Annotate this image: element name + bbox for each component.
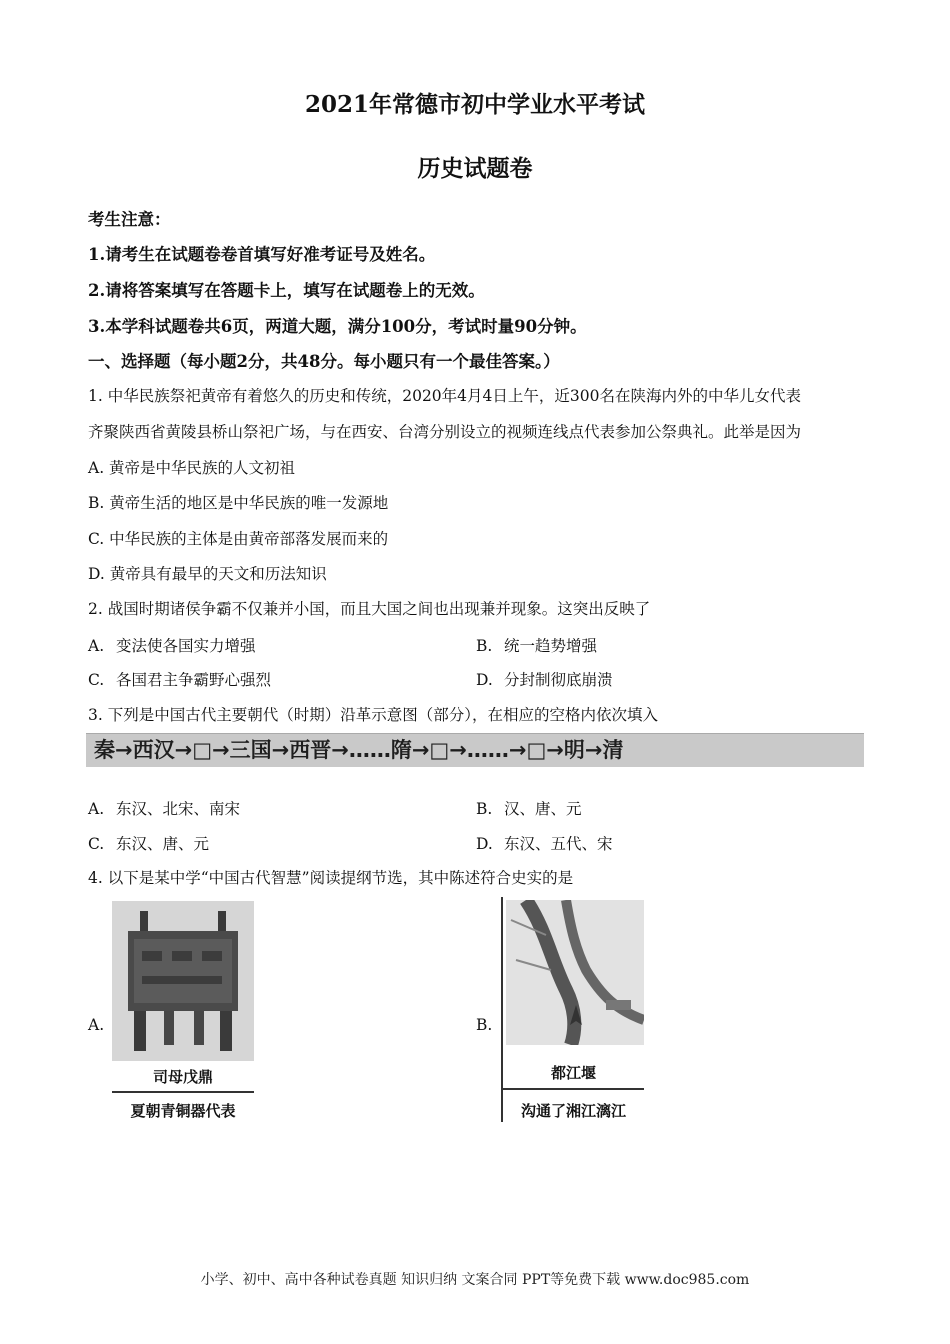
option-text: 东汉、唐、元 <box>116 835 210 853</box>
q2-stem: 2. 战国时期诸侯争霸不仅兼并小国，而且大国之间也出现兼并现象。这突出反映了 <box>88 600 651 618</box>
page-footer: 小学、初中、高中各种试卷真题 知识归纳 文案合同 PPT等免费下载 www.doc985.com <box>200 1272 750 1288</box>
q1-option-a: A. 黄帝是中华民族的人文初祖 <box>88 459 296 477</box>
q2-option-d <box>476 668 613 690</box>
option-text: 各国君主争霸野心强烈 <box>116 671 272 689</box>
caption-divider <box>112 1091 254 1093</box>
q3-option-c <box>88 832 209 854</box>
notice-heading: 考生注意： <box>88 210 171 229</box>
q3-stem: 3. 下列是中国古代主要朝代（时期）沿革示意图（部分），在相应的空格内依次填入 <box>88 706 658 724</box>
q4-stem: 4. 以下是某中学“中国古代智慧”阅读提纲节选，其中陈述符合史实的是 <box>88 869 574 887</box>
q1-stem-line2: 齐聚陕西省黄陵县桥山祭祀广场，与在西安、台湾分别设立的视频连线点代表参加公祭典礼。此举是因为 <box>88 423 802 441</box>
option-text: 汉、唐、元 <box>504 800 582 818</box>
exam-title: 2021年常德市初中学业水平考试 <box>304 91 645 118</box>
option-text: 分封制彻底崩溃 <box>504 671 613 689</box>
option-text: 变法使各国实力增强 <box>116 637 256 655</box>
caption-divider <box>503 1088 644 1090</box>
option-text: 东汉、五代、宋 <box>504 835 613 853</box>
notice-item-1: 1.请考生在试题卷卷首填写好准考证号及姓名。 <box>88 245 436 264</box>
q1-option-d: D. 黄帝具有最早的天文和历法知识 <box>88 565 327 583</box>
q1-option-b: B. 黄帝生活的地区是中华民族的唯一发源地 <box>88 494 389 512</box>
dujiangyan-map-image <box>506 900 644 1045</box>
q4-option-b-label: B. <box>476 1016 493 1034</box>
ding-description: 夏朝青铜器代表 <box>130 1102 236 1120</box>
q3-option-d <box>476 832 613 854</box>
exam-subtitle: 历史试题卷 <box>417 155 533 182</box>
dynasty-diagram <box>86 733 864 767</box>
q3-option-a <box>88 797 240 819</box>
q4-option-a-label: A. <box>88 1016 105 1034</box>
option-label: C. <box>88 671 105 689</box>
q2-option-c <box>88 668 271 690</box>
option-text: 统一趋势增强 <box>504 637 598 655</box>
notice-item-2: 2.请将答案填写在答题卡上，填写在试题卷上的无效。 <box>88 281 485 300</box>
option-label: B. <box>476 637 493 655</box>
option-text: 东汉、北宋、南宋 <box>116 800 241 818</box>
q1-option-c: C. 中华民族的主体是由黄帝部落发展而来的 <box>88 530 389 548</box>
dujiangyan-caption: 都江堰 <box>550 1064 596 1082</box>
q1-stem-line1: 1. 中华民族祭祀黄帝有着悠久的历史和传统，2020年4月4日上午，近300名在陕海内外的中华儿女代表 <box>88 387 801 405</box>
option-label: A. <box>88 637 105 655</box>
dujiangyan-description: 沟通了湘江漓江 <box>520 1102 626 1120</box>
ding-caption: 司母戊鼎 <box>152 1068 213 1086</box>
option-label: C. <box>88 835 105 853</box>
q2-option-b <box>476 634 597 656</box>
q2-option-a <box>88 634 256 656</box>
section-heading: 一、选择题（每小题2分，共48分。每小题只有一个最佳答案。） <box>88 352 560 371</box>
notice-item-3: 3.本学科试题卷共6页，两道大题，满分100分，考试时量90分钟。 <box>88 317 587 336</box>
option-label: B. <box>476 800 493 818</box>
ding-image <box>112 901 254 1061</box>
dynasty-sequence: 秦→西汉→□→三国→西晋→……隋→□→……→□→明→清 <box>94 738 624 762</box>
option-label: D. <box>476 835 493 853</box>
option-label: A. <box>88 800 105 818</box>
q3-option-b <box>476 797 582 819</box>
option-label: D. <box>476 671 493 689</box>
